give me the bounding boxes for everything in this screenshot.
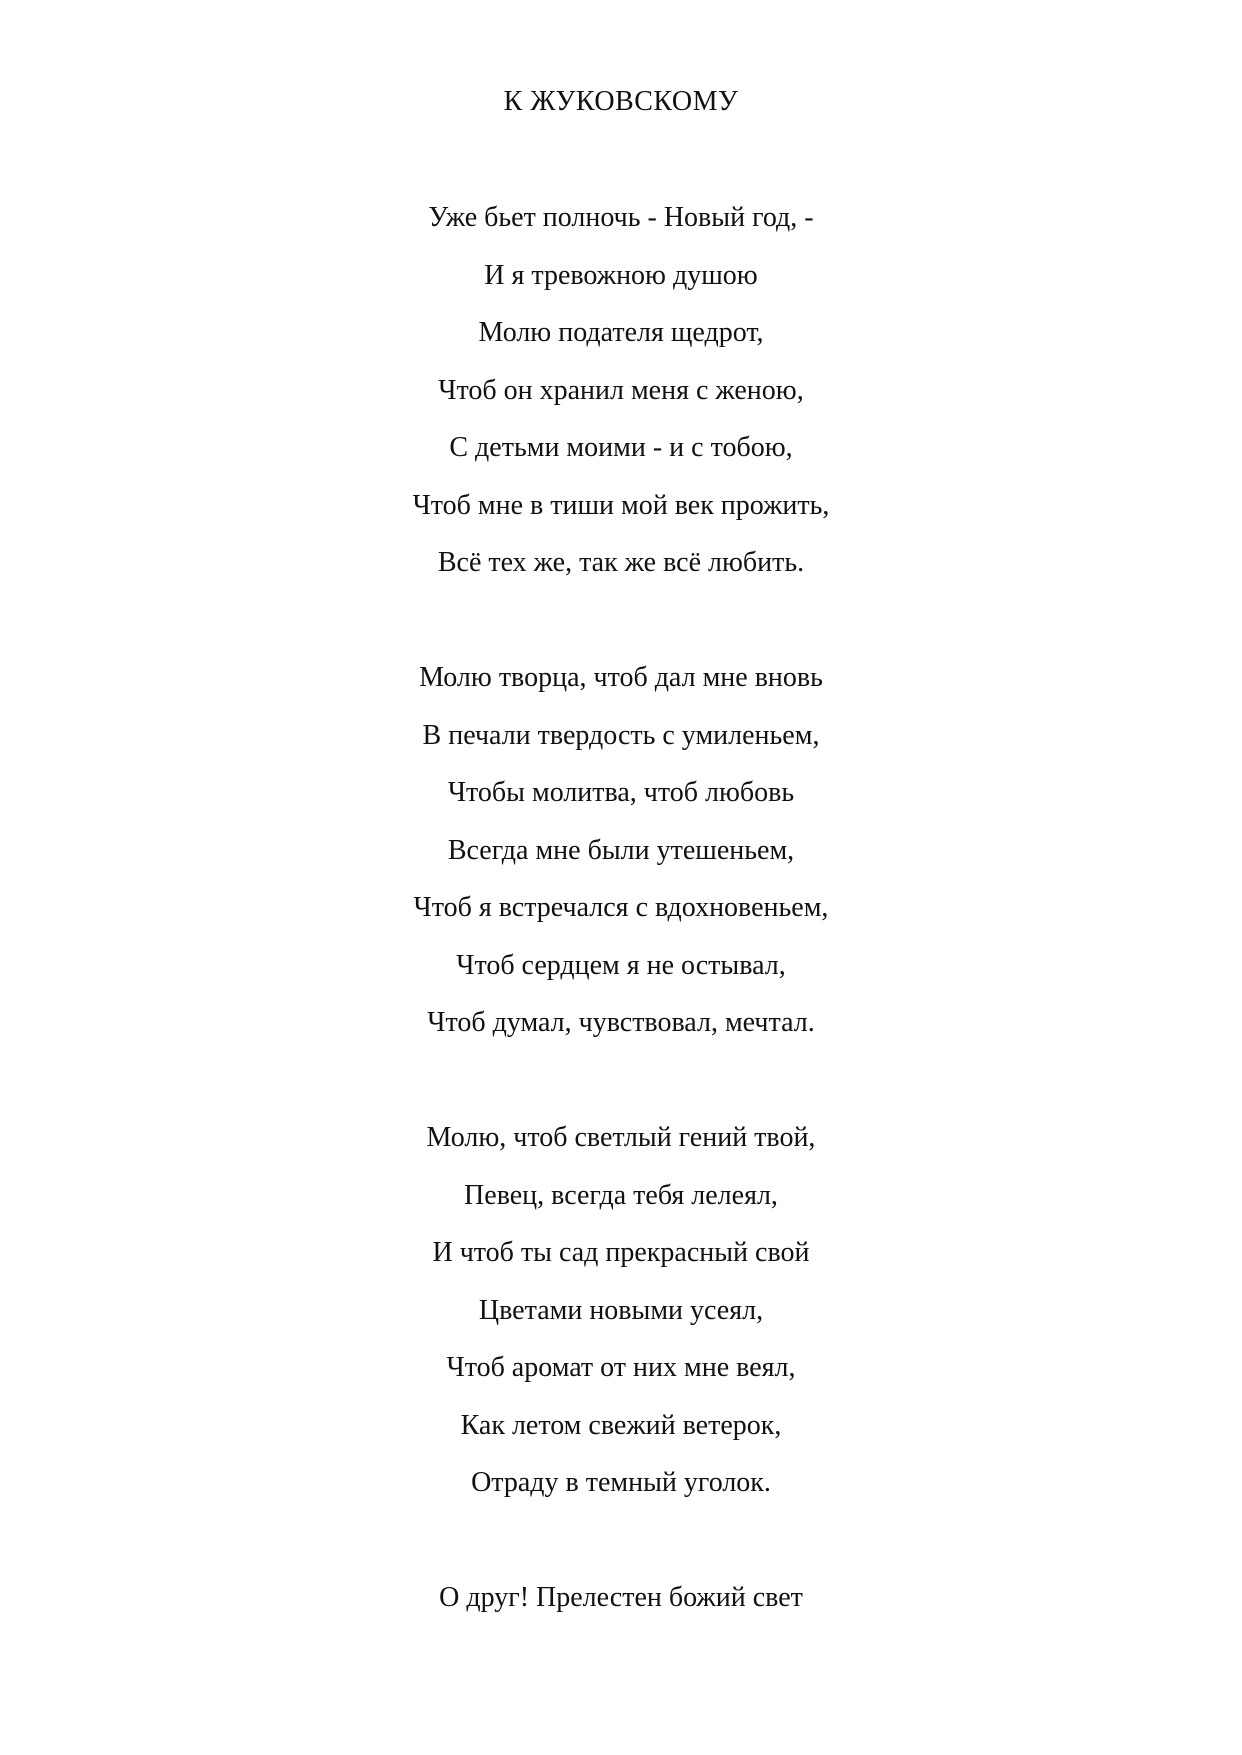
poem-line: Молю творца, чтоб дал мне вновь	[419, 662, 823, 693]
poem-line: Всё тех же, так же всё любить.	[437, 547, 805, 578]
poem-line: Как летом свежий ветерок,	[460, 1410, 782, 1441]
poem-line: И я тревожною душою	[484, 260, 758, 291]
poem-line: Чтоб думал, чувствовал, мечтал.	[427, 1007, 815, 1038]
poem-line: И чтоб ты сад прекрасный свой	[432, 1237, 810, 1268]
poem-line: Певец, всегда тебя лелеял,	[464, 1180, 778, 1211]
poem-line: Молю, чтоб светлый гений твой,	[426, 1122, 816, 1153]
poem-line: Цветами новыми усеял,	[478, 1295, 764, 1326]
poem-line: Чтоб он хранил меня с женою,	[438, 375, 804, 406]
poem-line: О друг! Прелестен божий свет	[439, 1582, 803, 1613]
poem-line: Чтоб мне в тиши мой век прожить,	[412, 490, 830, 521]
poem-line: Чтоб аромат от них мне веял,	[446, 1352, 796, 1383]
poem-line: Молю подателя щедрот,	[478, 317, 764, 348]
poem-title: К ЖУКОВСКОМУ	[503, 86, 739, 117]
poem-line: Отраду в темный уголок.	[471, 1467, 771, 1498]
poem-line: Чтоб сердцем я не остывал,	[456, 950, 786, 981]
poem-line: Чтоб я встречался с вдохновеньем,	[413, 892, 829, 923]
poem-line: Уже бьет полночь - Новый год, -	[428, 202, 814, 233]
poem-line: В печали твердость с умиленьем,	[422, 720, 820, 751]
poem-line: Всегда мне были утешеньем,	[447, 835, 795, 866]
poem-line: С детьми моими - и с тобою,	[449, 432, 793, 463]
poem-line: Чтобы молитва, чтоб любовь	[447, 777, 795, 808]
